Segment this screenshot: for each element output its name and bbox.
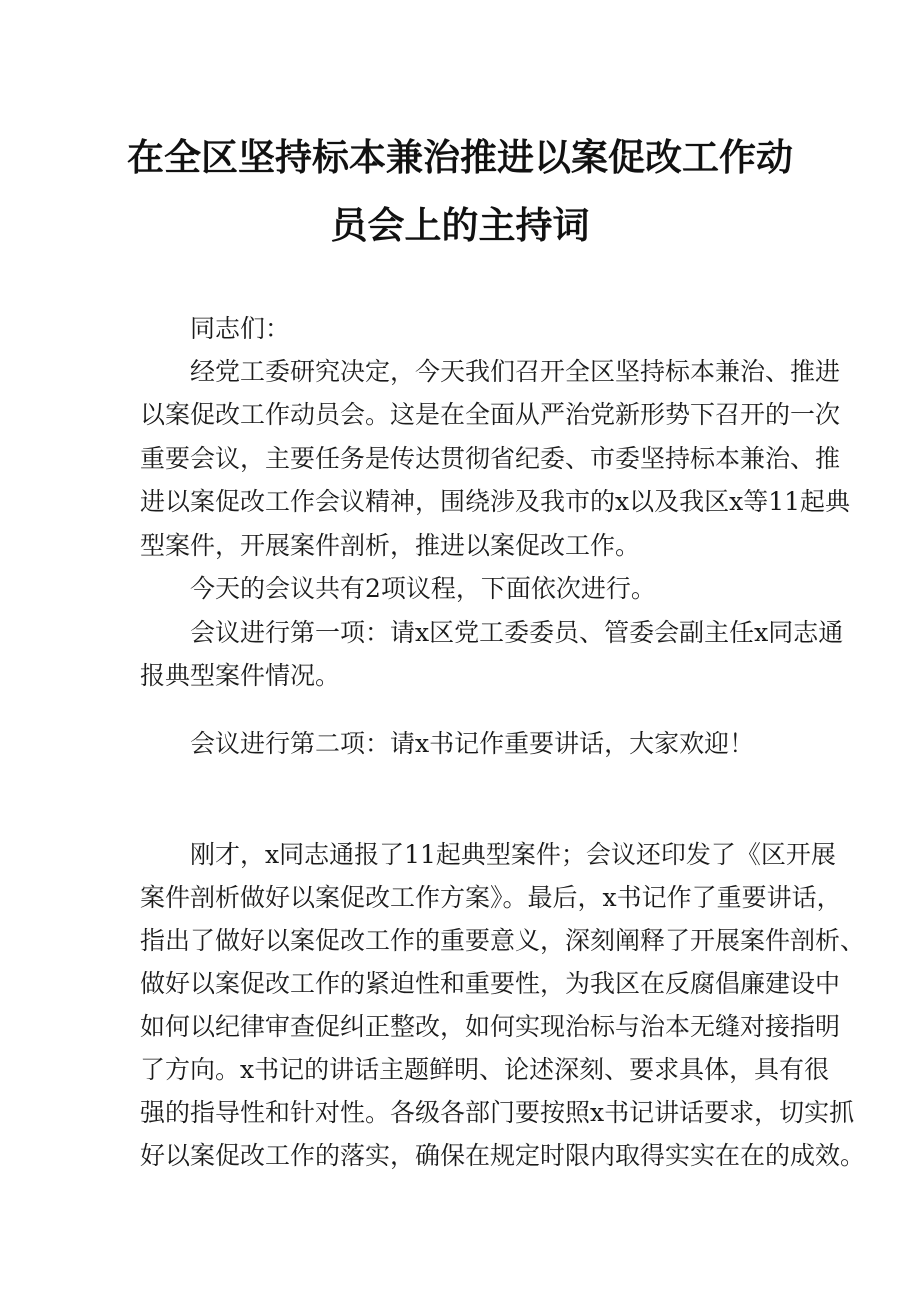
paragraph-1-line-4: 进以案促改工作会议精神，围绕涉及我市的x以及我区x等11起典 xyxy=(140,487,851,516)
salutation: 同志们： xyxy=(190,314,291,343)
paragraph-5-line-3: 指出了做好以案促改工作的重要意义，深刻阐释了开展案件剖析、 xyxy=(140,926,866,955)
paragraph-5-line-4: 做好以案促改工作的紧迫性和重要性，为我区在反腐倡廉建设中 xyxy=(140,969,841,998)
paragraph-2: 今天的会议共有2项议程，下面依次进行。 xyxy=(190,574,656,603)
paragraph-1-line-1: 经党工委研究决定，今天我们召开全区坚持标本兼治、推进 xyxy=(190,357,841,386)
paragraph-4: 会议进行第二项：请x书记作重要讲话，大家欢迎！ xyxy=(190,729,755,758)
paragraph-5-line-2: 案件剖析做好以案促改工作方案》。最后，x书记作了重要讲话， xyxy=(140,883,842,912)
document-title-line-1: 在全区坚持标本兼治推进以案促改工作动 xyxy=(127,136,793,179)
paragraph-1-line-3: 重要会议，主要任务是传达贯彻省纪委、市委坚持标本兼治、推 xyxy=(140,444,841,473)
paragraph-5-line-7: 强的指导性和针对性。各级各部门要按照x书记讲话要求，切实抓 xyxy=(140,1098,855,1127)
paragraph-5-line-8: 好以案促改工作的落实，确保在规定时限内取得实实在在的成效。 xyxy=(140,1141,866,1170)
paragraph-1-line-2: 以案促改工作动员会。这是在全面从严治党新形势下召开的一次 xyxy=(140,400,841,429)
paragraph-3-line-1: 会议进行第一项：请x区党工委委员、管委会副主任x同志通 xyxy=(190,618,844,647)
document-title-line-2: 员会上的主持词 xyxy=(330,204,590,247)
paragraph-3-line-2: 报典型案件情况。 xyxy=(140,661,341,690)
paragraph-5-line-5: 如何以纪律审查促纠正整改，如何实现治标与治本无缝对接指明 xyxy=(140,1012,841,1041)
paragraph-1-line-5: 型案件，开展案件剖析，推进以案促改工作。 xyxy=(140,531,641,560)
paragraph-5-line-6: 了方向。x书记的讲话主题鲜明、论述深刻、要求具体，具有很 xyxy=(140,1055,830,1084)
paragraph-5-line-1: 刚才，x同志通报了11起典型案件；会议还印发了《区开展 xyxy=(190,840,836,869)
